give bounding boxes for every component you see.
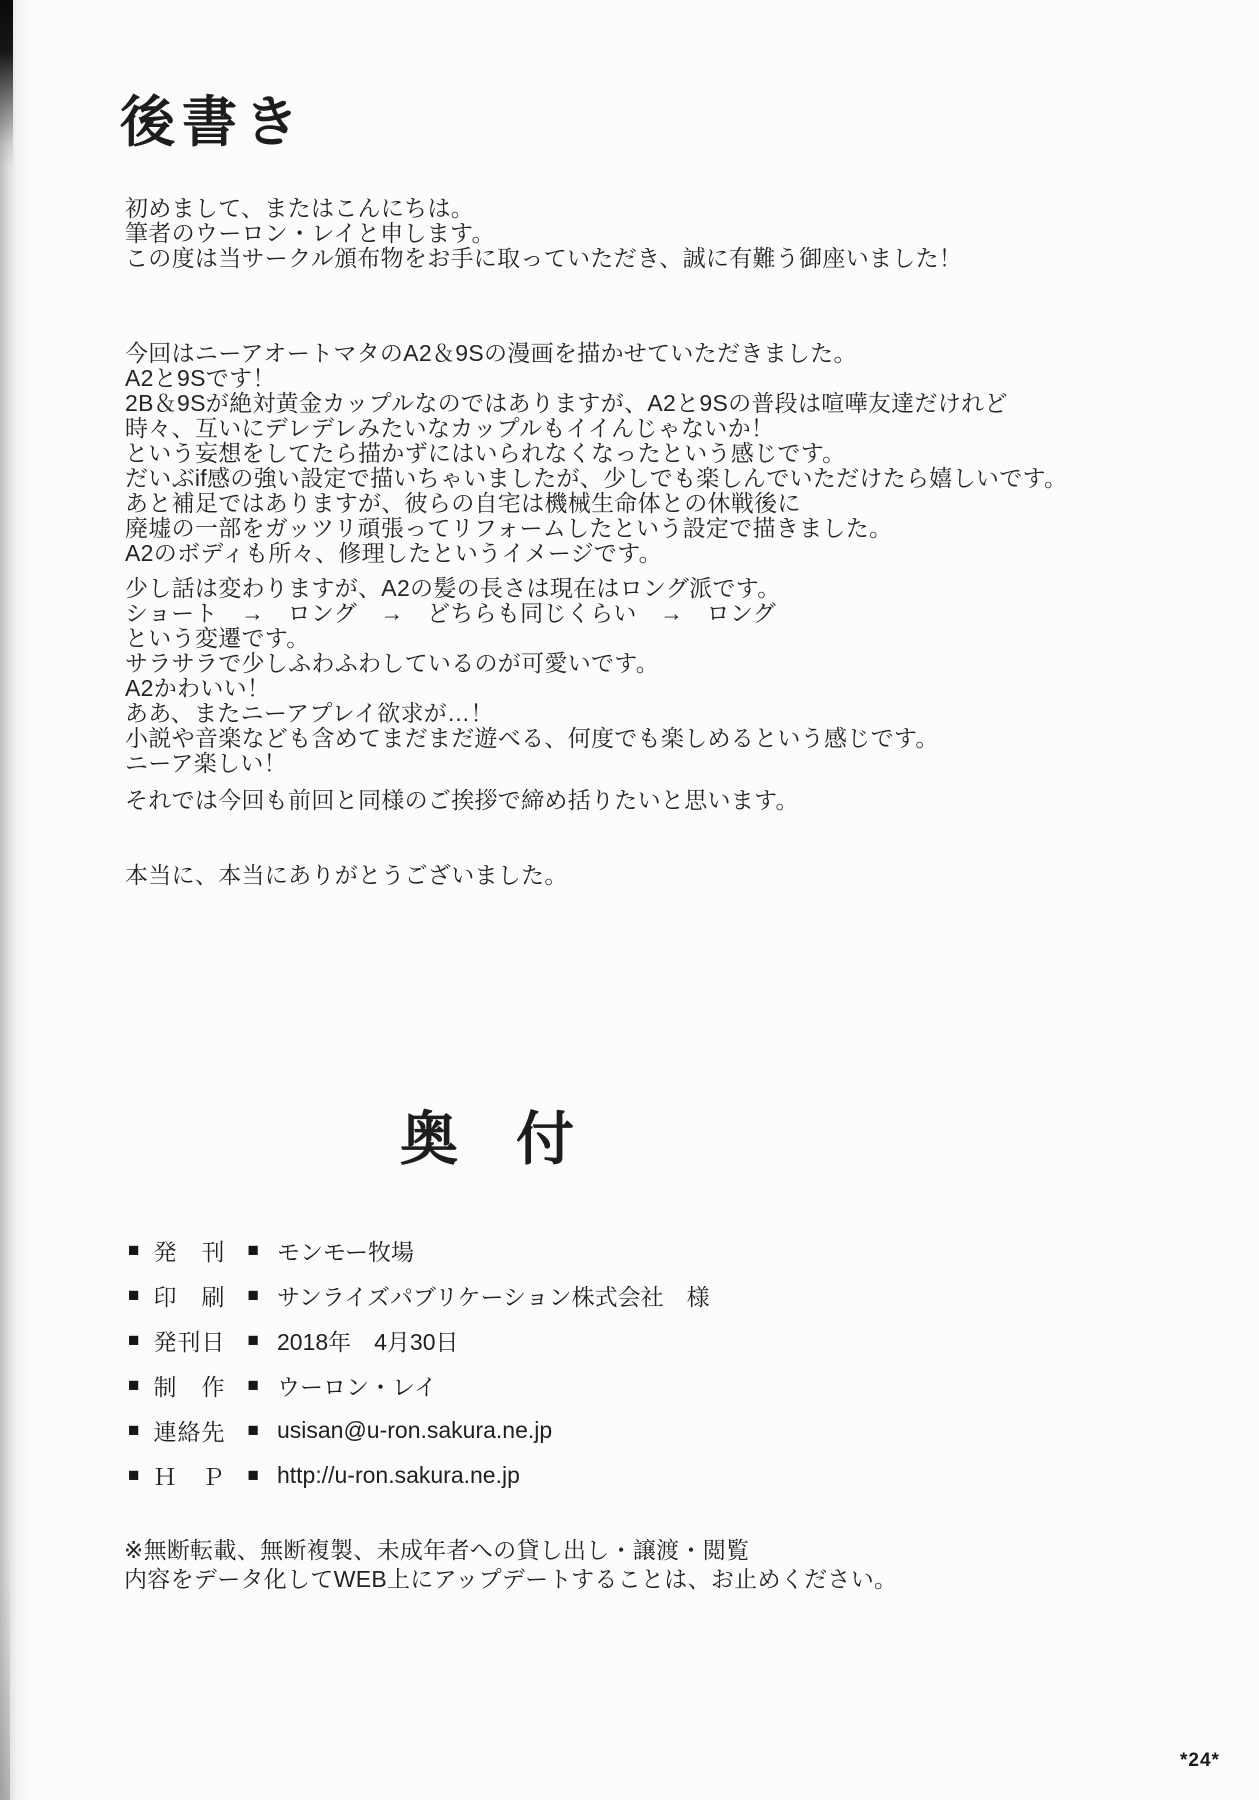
square-bullet-icon: ■ <box>247 1465 259 1486</box>
afterword-line: あと補足ではありますが、彼らの自宅は機械生命体との休戦後に <box>125 490 801 516</box>
disclaimer-line: ※無断転載、無断複製、未成年者への貸し出し・譲渡・閲覧 <box>124 1537 750 1563</box>
square-bullet-icon: ■ <box>128 1240 140 1261</box>
afterword-paragraph-about-comic <box>125 341 1067 566</box>
afterword-line: 少し話は変わりますが、A2の髪の長さは現在はロング派です。 <box>125 575 781 601</box>
colophon-value: 2018年 4月30日 <box>276 1329 459 1355</box>
colophon-label: 印 刷 <box>153 1284 226 1310</box>
afterword-body <box>125 196 1067 888</box>
scan-corner-shadow <box>0 0 13 170</box>
afterword-line: 筆者のウーロン・レイと申します。 <box>125 220 495 246</box>
colophon-url-value: http://u-ron.sakura.ne.jp <box>276 1462 520 1488</box>
afterword-line: ショート → ロング → どちらも同じくらい → ロング <box>125 600 777 626</box>
colophon-title: 奥 付 <box>400 1107 575 1172</box>
afterword-line: A2のボディも所々、修理したというイメージです。 <box>125 540 662 566</box>
afterword-line: 小説や音楽なども含めてまだまだ遊べる、何度でも楽しめるという感じです。 <box>125 725 939 751</box>
square-bullet-icon: ■ <box>128 1375 140 1396</box>
colophon-email-value: usisan@u-ron.sakura.ne.jp <box>276 1417 553 1443</box>
afterword-paragraph-greeting <box>125 196 1067 271</box>
square-bullet-icon: ■ <box>247 1375 259 1396</box>
colophon-row-contact-email <box>128 1418 710 1443</box>
afterword-line: それでは今回も前回と同様のご挨拶で締め括りたいと思います。 <box>125 787 799 813</box>
afterword-line: 時々、互いにデレデレみたいなカップルもイイんじゃないか！ <box>125 415 775 441</box>
colophon-label: Ｈ Ｐ <box>153 1464 226 1490</box>
afterword-line: という妄想をしてたら描かずにはいられなくなったという感じです。 <box>125 440 846 466</box>
colophon-list <box>128 1238 710 1488</box>
afterword-paragraph-hair <box>125 576 1067 776</box>
afterword-line: という変遷です。 <box>125 625 310 651</box>
colophon-label: 発 刊 <box>153 1239 226 1265</box>
page-number: *24* <box>1180 1750 1220 1771</box>
square-bullet-icon: ■ <box>128 1420 140 1441</box>
colophon-value: モンモー牧場 <box>276 1239 415 1265</box>
square-bullet-icon: ■ <box>247 1420 259 1441</box>
colophon-label: 連絡先 <box>153 1419 226 1445</box>
square-bullet-icon: ■ <box>128 1330 140 1351</box>
afterword-line: 本当に、本当にありがとうございました。 <box>125 862 568 888</box>
colophon-label: 制 作 <box>153 1374 226 1400</box>
square-bullet-icon: ■ <box>247 1240 259 1261</box>
afterword-line: A2かわいい！ <box>125 675 271 701</box>
afterword-paragraph-thanks <box>125 863 1067 888</box>
colophon-row-homepage <box>128 1463 710 1488</box>
copyright-disclaimer <box>124 1536 897 1594</box>
square-bullet-icon: ■ <box>128 1465 140 1486</box>
colophon-row-author <box>128 1373 710 1398</box>
colophon-value: サンライズパブリケーション株式会社 様 <box>276 1284 710 1310</box>
afterword-title: 後書き <box>120 91 307 153</box>
afterword-line: 初めまして、またはこんにちは。 <box>125 195 475 221</box>
afterword-line: 廃墟の一部をガッツリ頑張ってリフォームしたという設定で描きました。 <box>125 515 893 541</box>
afterword-line: ああ、またニーアプレイ欲求が…！ <box>125 700 494 726</box>
scan-bottom-shadow <box>0 1540 10 1800</box>
afterword-line: A2と9Sです！ <box>125 365 276 391</box>
colophon-label: 発刊日 <box>153 1329 226 1355</box>
afterword-line: 今回はニーアオートマタのA2＆9Sの漫画を描かせていただきました。 <box>125 340 857 366</box>
colophon-row-publish-date <box>128 1328 710 1353</box>
afterword-line: サラサラで少しふわふわしているのが可愛いです。 <box>125 650 660 676</box>
square-bullet-icon: ■ <box>247 1330 259 1351</box>
colophon-value: ウーロン・レイ <box>276 1374 437 1400</box>
afterword-line: だいぶif感の強い設定で描いちゃいましたが、少しでも楽しんでいただけたら嬉しいです。 <box>125 465 1068 491</box>
colophon-row-publisher <box>128 1238 710 1263</box>
afterword-line: 2B＆9Sが絶対黄金カップルなのではありますが、A2と9Sの普段は喧嘩友達だけれど <box>125 390 1008 416</box>
afterword-line: ニーア楽しい！ <box>125 750 287 776</box>
afterword-line: この度は当サークル頒布物をお手に取っていただき、誠に有難う御座いました！ <box>125 245 963 271</box>
square-bullet-icon: ■ <box>247 1285 259 1306</box>
square-bullet-icon: ■ <box>128 1285 140 1306</box>
disclaimer-line: 内容をデータ化してWEB上にアップデートすることは、お止めください。 <box>124 1566 898 1592</box>
afterword-paragraph-closing <box>125 788 1067 813</box>
colophon-row-printer <box>128 1283 710 1308</box>
scan-edge-artifact <box>0 0 36 1800</box>
